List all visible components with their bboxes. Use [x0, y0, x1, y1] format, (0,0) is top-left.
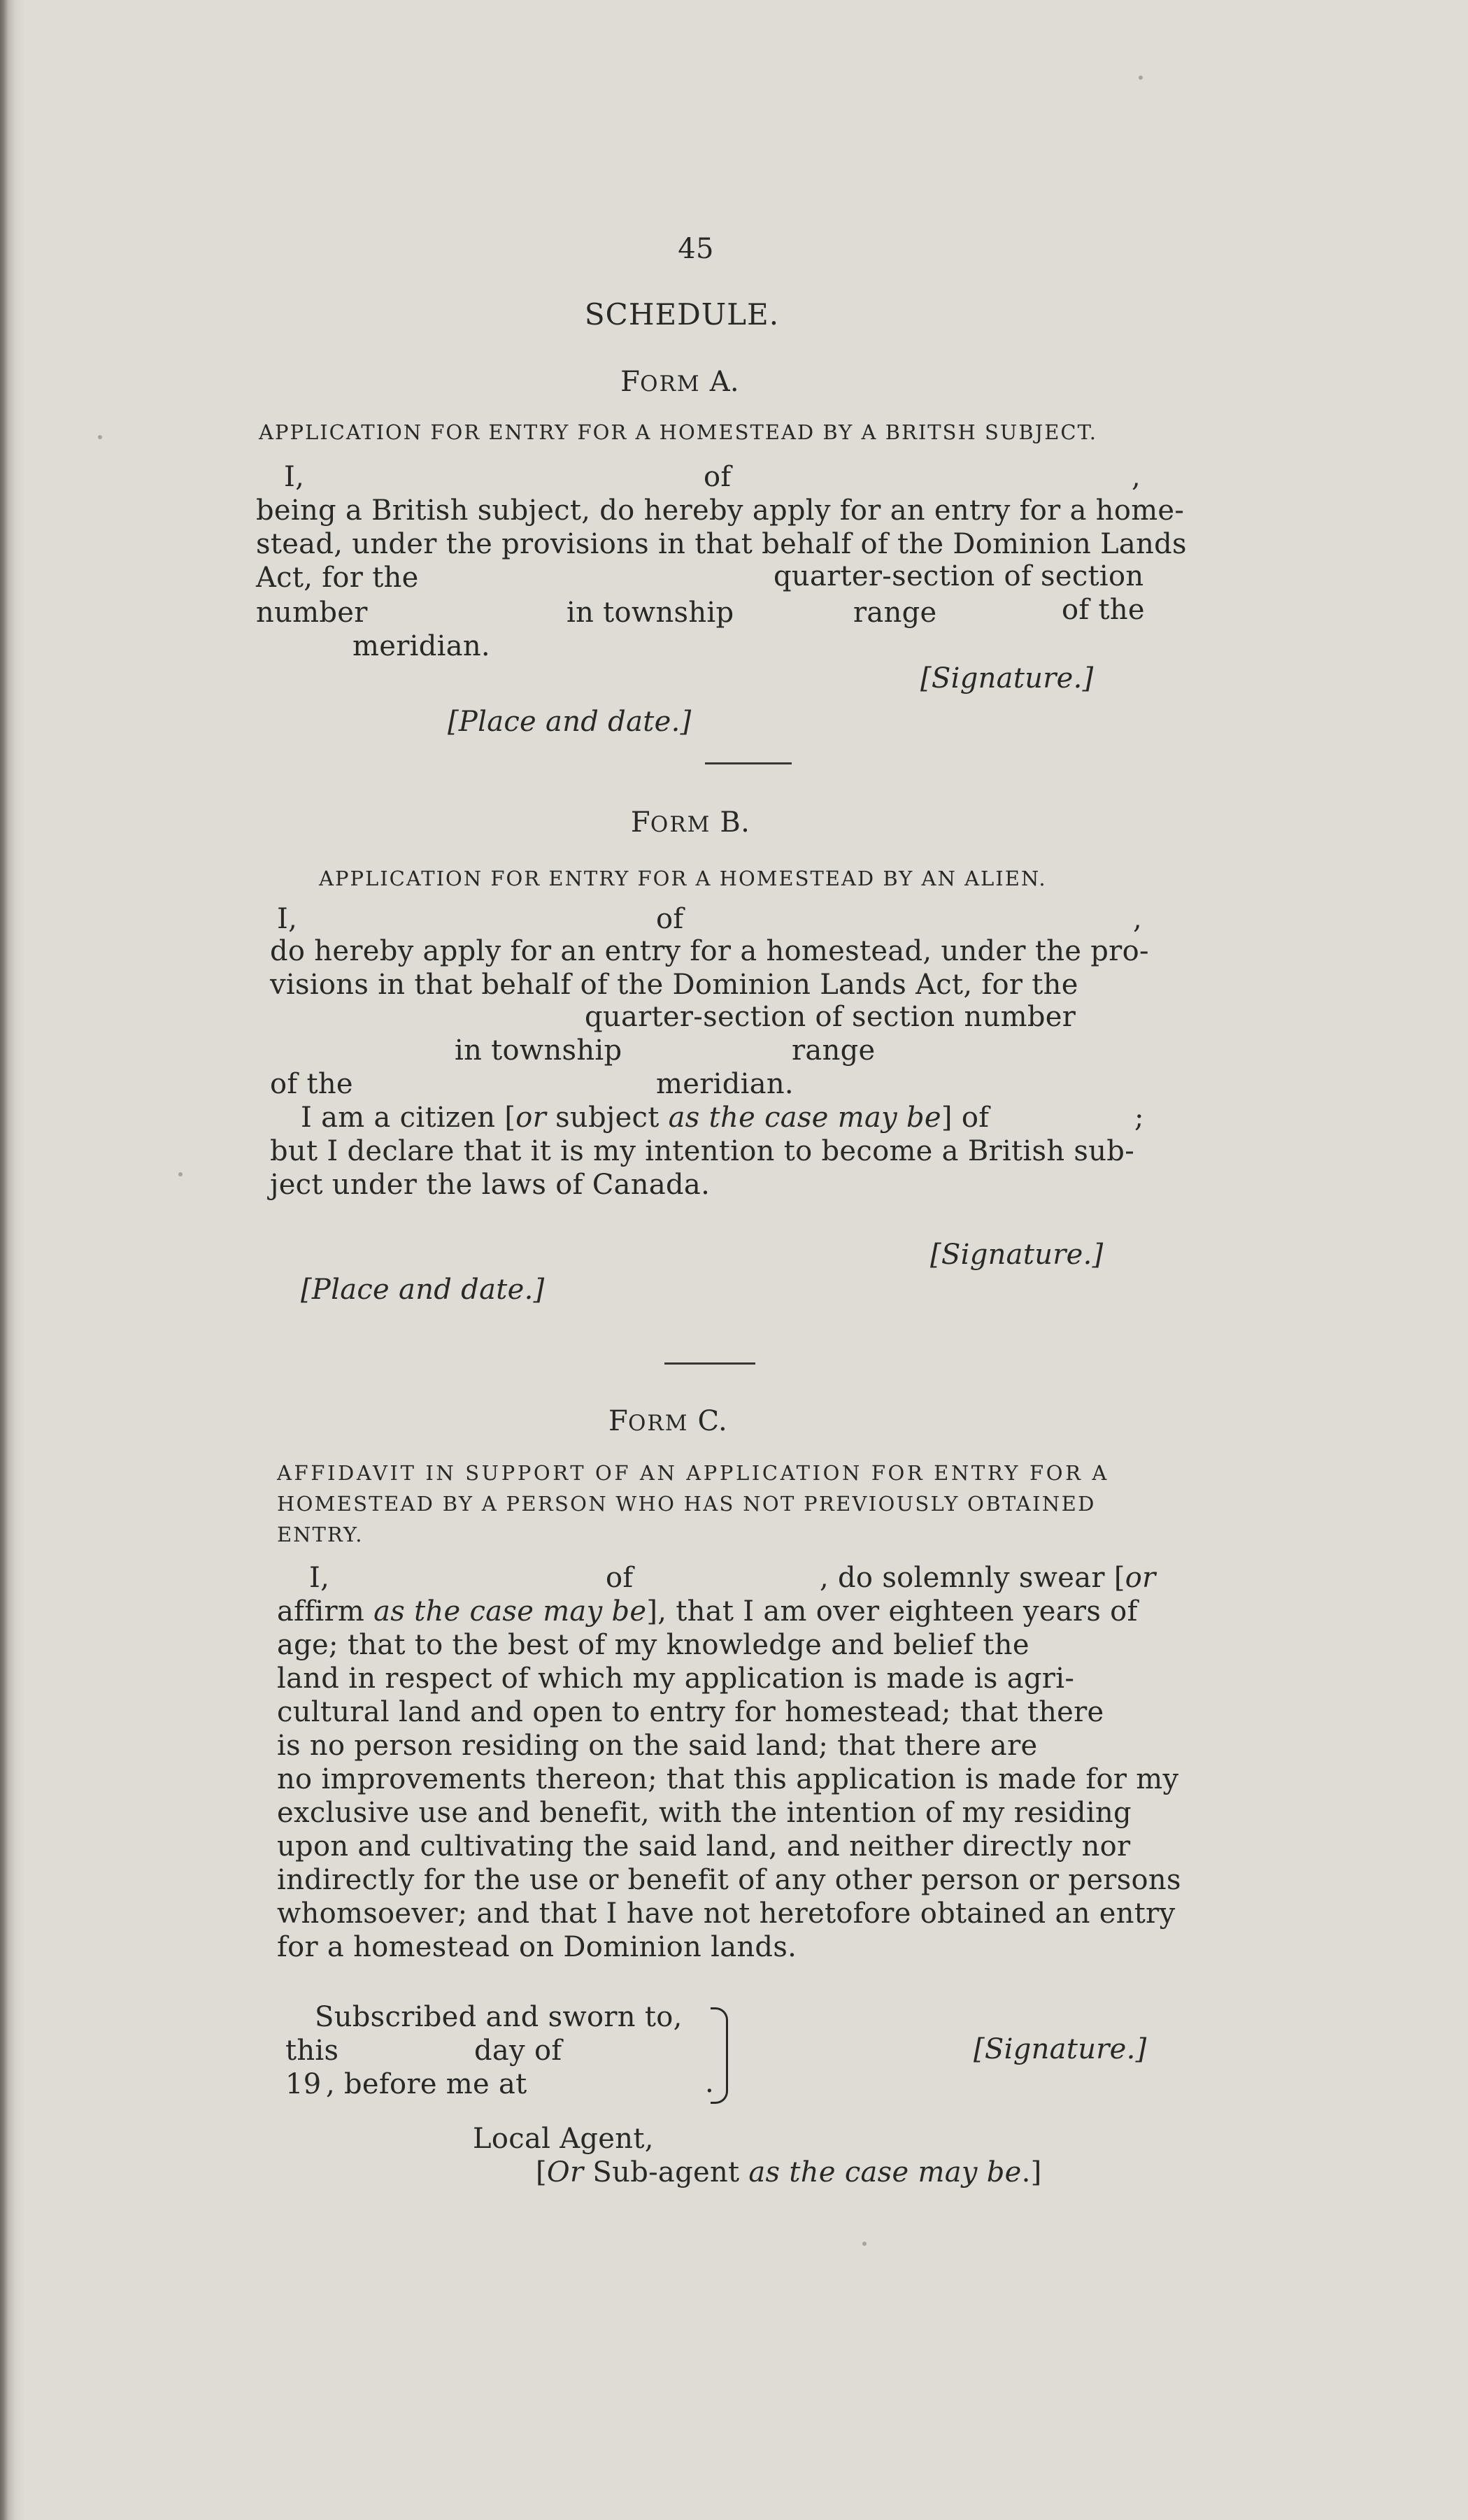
form-b-heading [0, 806, 1381, 841]
form-c-heading-rest: ORM [628, 1411, 689, 1436]
form-a-heading-rest: ORM [640, 371, 701, 397]
form-c-subagent-line [536, 2156, 1042, 2189]
form-a-text: range [853, 597, 937, 629]
form-a-text: meridian. [352, 630, 490, 662]
form-c-text: indirectly for the use or benefit of any other person or persons [277, 1864, 1181, 1896]
form-c-jurat: day of [474, 2035, 562, 2067]
form-c-signature: [Signature.] [974, 2033, 1147, 2065]
form-b-text: range [792, 1034, 876, 1067]
form-c-heading-letter: C. [697, 1405, 728, 1437]
form-a-subtitle: APPLICATION FOR ENTRY FOR A HOMESTEAD BY A BRITSH SUBJECT. [259, 420, 1097, 444]
paper-speck [1139, 76, 1143, 80]
form-c-jurat: this [285, 2035, 339, 2067]
form-c-text: as the case may be [373, 1595, 647, 1628]
paper-speck [862, 2242, 867, 2246]
form-b-text: in township [455, 1034, 622, 1067]
form-c-text: whomsoever; and that I have not heretofore obtained an entry [277, 1898, 1176, 1930]
form-b-text: ject under the laws of Canada. [270, 1169, 711, 1201]
form-c-text: , do solemnly swear [ [820, 1562, 1125, 1594]
form-b-text: ; [1134, 1102, 1144, 1134]
form-a-signature: [Signature.] [920, 662, 1094, 695]
form-c-text: of [606, 1562, 634, 1594]
form-b-text: of [656, 903, 684, 935]
form-c-text: Sub-agent [583, 2156, 749, 2188]
form-a-text: Act, for the [256, 562, 419, 594]
form-c-text: as the case may be [748, 2156, 1022, 2188]
form-b-text: meridian. [656, 1068, 794, 1100]
form-b-text: , [1133, 903, 1143, 935]
form-a-heading-letter: A. [709, 366, 739, 398]
form-a-text: of [704, 461, 732, 493]
form-c-text: upon and cultivating the said land, and neither directly nor [277, 1830, 1131, 1863]
form-b-text: visions in that behalf of the Dominion Lands Act, for the [270, 969, 1078, 1001]
form-b-text: I, [277, 903, 298, 935]
form-c-oath-line [820, 1561, 1156, 1595]
form-c-heading [0, 1404, 1336, 1440]
form-c-text: age; that to the best of my knowledge and belief the [277, 1629, 1029, 1661]
form-a-text: of the [1062, 594, 1145, 626]
form-a-text: quarter-section of section [774, 560, 1144, 592]
form-a-text: being a British subject, do hereby apply for an entry for a home- [256, 494, 1185, 527]
form-c-text: Or [546, 2156, 584, 2188]
form-c-text: or [1125, 1562, 1156, 1594]
form-a-text: in township [566, 597, 734, 629]
form-b-heading-rest: ORM [650, 812, 711, 837]
form-b-heading-letter: B. [720, 806, 750, 839]
form-a-text: stead, under the provisions in that behalf of the Dominion Lands [256, 528, 1187, 560]
form-c-text: cultural land and open to entry for homestead; that there [277, 1696, 1104, 1728]
form-c-text: is no person residing on the said land; that there are [277, 1730, 1038, 1762]
form-c-jurat: 19 [285, 2068, 322, 2100]
jurat-brace [711, 2007, 728, 2104]
form-c-text: I, [309, 1562, 330, 1594]
form-a-text: , [1132, 461, 1141, 493]
form-c-agent: Local Agent, [473, 2123, 654, 2155]
section-divider [705, 762, 792, 764]
form-b-citizen-line [301, 1101, 989, 1134]
form-b-subtitle: APPLICATION FOR ENTRY FOR A HOMESTEAD BY AN ALIEN. [319, 867, 1047, 890]
form-c-subtitle: ENTRY. [277, 1523, 364, 1546]
form-b-text: or [515, 1102, 547, 1134]
form-c-text: affirm [277, 1595, 374, 1628]
paper-speck [98, 435, 102, 439]
form-a-text: number [256, 597, 368, 629]
form-c-jurat: , before me at [326, 2068, 527, 2100]
form-b-text: ] of [941, 1102, 990, 1134]
form-a-place-date: [Place and date.] [448, 706, 692, 738]
form-b-text: as the case may be [668, 1102, 941, 1134]
form-b-signature: [Signature.] [930, 1239, 1104, 1271]
form-c-subtitle: AFFIDAVIT IN SUPPORT OF AN APPLICATION FOR ENTRY FOR A [277, 1461, 1109, 1485]
form-c-subtitle: HOMESTEAD BY A PERSON WHO HAS NOT PREVIOUSLY OBTAINED [277, 1492, 1096, 1516]
form-b-text: do hereby apply for an entry for a homestead, under the pro- [270, 935, 1149, 967]
form-c-text: [ [536, 2156, 547, 2188]
form-a-heading-cap: F [620, 366, 641, 398]
section-divider [664, 1362, 755, 1365]
form-a-text: I, [284, 461, 305, 493]
form-c-text: for a homestead on Dominion lands. [277, 1931, 797, 1963]
form-b-text: but I declare that it is my intention to become a British sub- [270, 1135, 1135, 1167]
form-c-text: exclusive use and benefit, with the intention of my residing [277, 1797, 1132, 1829]
form-c-affirm-line [277, 1595, 1138, 1628]
form-b-heading-cap: F [630, 806, 650, 839]
form-c-heading-cap: F [608, 1405, 629, 1437]
form-b-place-date: [Place and date.] [301, 1274, 545, 1306]
page-title: SCHEDULE. [584, 297, 780, 332]
form-b-text: of the [270, 1068, 353, 1100]
form-b-text: quarter-section of section number [585, 1001, 1076, 1033]
form-c-jurat: Subscribed and sworn to, [315, 2001, 683, 2033]
form-c-jurat: . [705, 2067, 715, 2099]
page-number: 45 [678, 233, 714, 265]
paper-speck [178, 1172, 183, 1176]
form-b-text: subject [546, 1102, 669, 1134]
form-c-text: .] [1021, 2156, 1042, 2188]
form-c-text: no improvements thereon; that this application is made for my [277, 1763, 1179, 1795]
form-c-text: land in respect of which my application is made is agri- [277, 1663, 1075, 1695]
form-c-text: ], that I am over eighteen years of [646, 1595, 1138, 1628]
form-b-text: I am a citizen [ [301, 1102, 516, 1134]
form-a-heading [0, 365, 1360, 401]
